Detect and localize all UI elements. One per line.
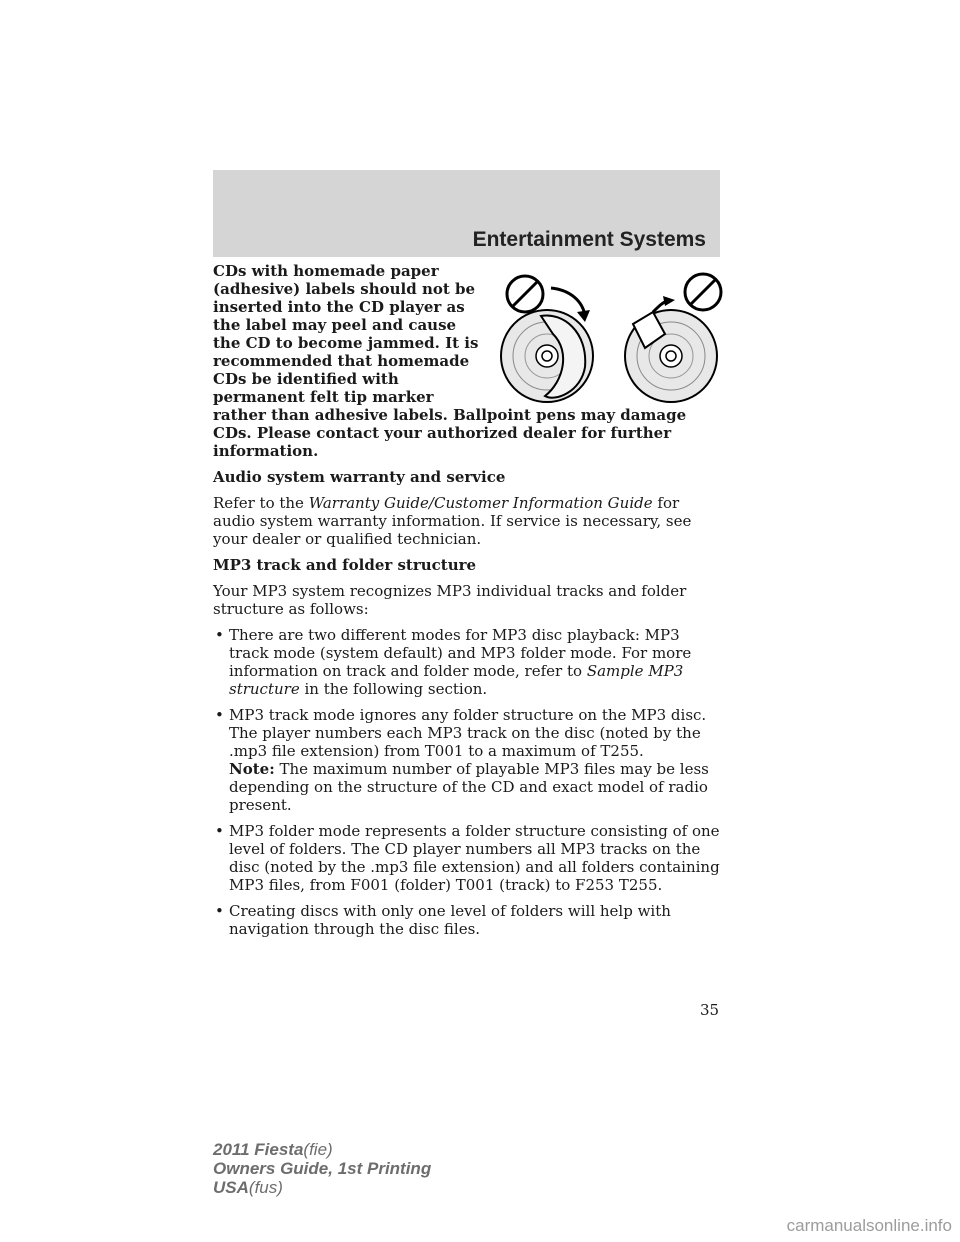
bullet-icon: •	[215, 822, 224, 840]
footer-market-code: (fus)	[248, 1178, 283, 1197]
bullet-3-text: MP3 folder mode represents a folder structure consisting of one level of folders. The CD player numbers all MP3 tracks on the disc (noted by the .mp3 file extension) and all folders containing MP3 files, from F001 (folder) T001 (track) to F253 T255.	[229, 822, 720, 894]
watermark: carmanualsonline.info	[786, 1216, 952, 1235]
no-symbol-icon	[507, 276, 543, 312]
no-symbol-icon	[685, 274, 721, 310]
footer-line-2	[213, 1159, 431, 1178]
warranty-guide-reference: Warranty Guide/Customer Information Guide	[308, 494, 653, 512]
bullet-1-text: There are two different modes for MP3 disc playback: MP3 track mode (system default) and MP3 folder mode. For more information on track and folder mode, refer to	[229, 626, 692, 680]
page-number: 35	[700, 1001, 720, 1019]
bullet-icon: •	[215, 706, 224, 724]
sample-mp3-structure-reference: Sample MP3 structure	[229, 662, 684, 698]
footer-model-code: (fie)	[303, 1140, 333, 1159]
note-label: Note:	[229, 760, 275, 778]
mp3-structure-heading: MP3 track and folder structure	[213, 556, 477, 574]
intro-block	[213, 262, 720, 460]
cd-label-warning-text: CDs with homemade paper (adhesive) labels should not be inserted into the CD player as the label may peel and cause the CD to become jammed. It is recommended that homemade CDs be identified with permanent felt tip marker rather than adhesive labels. Ballpoint pens may damage CDs. Please contact your authorized dealer for further information.	[213, 262, 687, 460]
warranty-heading: Audio system warranty and service	[213, 468, 506, 486]
cd-label-warning-illustration	[493, 272, 728, 404]
bullet-2-text: MP3 track mode ignores any folder structure on the MP3 disc. The player numbers each MP3 track on the disc (noted by the .mp3 file extension) from T001 to a maximum of T255.	[229, 706, 707, 760]
section-header-band	[213, 170, 720, 257]
footer-line-1	[213, 1140, 431, 1159]
footer-printing: Owners Guide, 1st Printing	[213, 1159, 432, 1178]
bullet-icon: •	[215, 626, 224, 644]
mp3-bullet-list	[213, 626, 720, 938]
note-text: The maximum number of playable MP3 files may be less depending on the structure of the CD and exact model of radio present.	[229, 760, 709, 814]
list-item	[213, 706, 720, 814]
page-content	[213, 262, 720, 946]
warranty-text-after: for audio system warranty information. If service is necessary, see your dealer or qualified technician.	[213, 494, 692, 548]
document-footer	[213, 1140, 431, 1197]
list-item	[213, 626, 720, 698]
bullet-4-text: Creating discs with only one level of folders will help with navigation through the disc files.	[229, 902, 671, 938]
warranty-paragraph	[213, 494, 720, 548]
list-item	[213, 822, 720, 894]
mp3-intro: Your MP3 system recognizes MP3 individual tracks and folder structure as follows:	[213, 582, 687, 618]
bullet-icon: •	[215, 902, 224, 920]
cd-adhesive-label-icon	[625, 296, 717, 402]
footer-model: 2011 Fiesta	[213, 1140, 304, 1159]
footer-market: USA	[213, 1178, 249, 1197]
footer-line-3	[213, 1178, 431, 1197]
list-item	[213, 902, 720, 938]
warranty-text-before: Refer to the	[213, 494, 304, 512]
bullet-1-text-after: in the following section.	[304, 680, 488, 698]
section-title: Entertainment Systems	[472, 228, 706, 251]
